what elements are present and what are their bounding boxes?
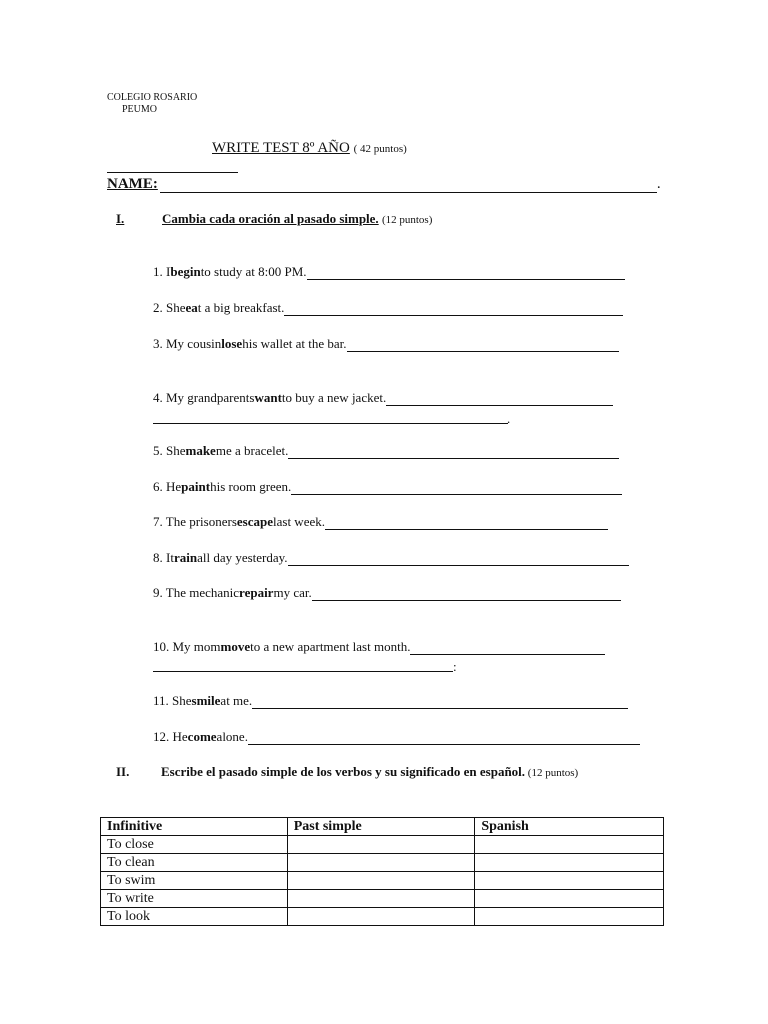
table-header-row bbox=[101, 818, 664, 836]
item-verb: want bbox=[254, 390, 282, 405]
table-row bbox=[101, 854, 664, 872]
item-suffix: his room green. bbox=[210, 479, 292, 494]
exercise-item-4 bbox=[153, 390, 613, 406]
answer-line-continuation[interactable] bbox=[153, 671, 453, 672]
item-prefix: 3. My cousin bbox=[153, 336, 222, 351]
item-verb: smile bbox=[191, 693, 221, 708]
item-suffix: at me. bbox=[220, 693, 253, 708]
past-simple-cell[interactable] bbox=[287, 890, 475, 908]
item-verb: come bbox=[187, 729, 217, 744]
exercise-item-8 bbox=[153, 550, 629, 566]
school-name-line2: PEUMO bbox=[122, 104, 158, 115]
item-prefix: 11. She bbox=[153, 693, 192, 708]
table-row bbox=[101, 890, 664, 908]
section-2-heading bbox=[116, 764, 578, 780]
school-name bbox=[107, 92, 197, 116]
item-prefix: 7. The prisoners bbox=[153, 514, 237, 529]
spanish-cell[interactable] bbox=[475, 854, 664, 872]
item-prefix: 8. It bbox=[153, 550, 174, 565]
item-suffix: to study at 8:00 PM. bbox=[200, 264, 307, 279]
past-simple-cell[interactable] bbox=[287, 854, 475, 872]
answer-line[interactable] bbox=[325, 516, 608, 530]
answer-line[interactable] bbox=[288, 445, 619, 459]
section-1-instruction: Cambia cada oración al pasado simple. bbox=[162, 211, 379, 226]
verb-table bbox=[100, 817, 664, 926]
exercise-item-9 bbox=[153, 585, 621, 601]
section-2-instruction: Escribe el pasado simple de los verbos y su significado en español bbox=[161, 764, 522, 779]
answer-line[interactable] bbox=[288, 552, 629, 566]
spanish-cell[interactable] bbox=[475, 836, 664, 854]
past-simple-cell[interactable] bbox=[287, 908, 475, 926]
answer-line[interactable] bbox=[248, 731, 640, 745]
table-row bbox=[101, 836, 664, 854]
past-simple-cell[interactable] bbox=[287, 872, 475, 890]
infinitive-cell: To clean bbox=[101, 854, 288, 872]
test-title-text: WRITE TEST 8º AÑO bbox=[212, 140, 350, 156]
exercise-item-12 bbox=[153, 729, 640, 745]
exercise-item-5 bbox=[153, 443, 619, 459]
exercise-item-1 bbox=[153, 264, 625, 280]
item-prefix: 6. He bbox=[153, 479, 182, 494]
item-verb: paint bbox=[181, 479, 211, 494]
column-header-infinitive: Infinitive bbox=[101, 818, 288, 836]
column-header-past-simple: Past simple bbox=[287, 818, 475, 836]
item-verb: repair bbox=[239, 585, 274, 600]
item-suffix: alone. bbox=[216, 729, 248, 744]
test-total-points: ( 42 puntos) bbox=[353, 143, 407, 155]
continuation-end: : bbox=[453, 659, 457, 674]
item-suffix: to buy a new jacket. bbox=[281, 390, 387, 405]
infinitive-cell: To close bbox=[101, 836, 288, 854]
item-verb: ea bbox=[185, 300, 198, 315]
answer-line[interactable] bbox=[312, 587, 621, 601]
item-verb: make bbox=[185, 443, 216, 458]
exercise-item-7 bbox=[153, 514, 608, 530]
answer-line-continuation[interactable] bbox=[153, 423, 508, 424]
exercise-item-10 bbox=[153, 639, 605, 655]
item-suffix: all day yesterday. bbox=[197, 550, 288, 565]
item-suffix: t a big breakfast. bbox=[197, 300, 285, 315]
answer-line[interactable] bbox=[307, 266, 625, 280]
infinitive-cell: To write bbox=[101, 890, 288, 908]
test-title bbox=[212, 140, 407, 157]
answer-line[interactable] bbox=[284, 302, 623, 316]
item-verb: begin bbox=[170, 264, 201, 279]
spanish-cell[interactable] bbox=[475, 872, 664, 890]
name-field[interactable] bbox=[107, 176, 661, 193]
item-prefix: 2. She bbox=[153, 300, 186, 315]
exercise-item-6 bbox=[153, 479, 622, 495]
item-prefix: 4. My grandparents bbox=[153, 390, 255, 405]
continuation-end: . bbox=[507, 411, 511, 426]
item-verb: lose bbox=[221, 336, 243, 351]
table-row bbox=[101, 908, 664, 926]
item-suffix: last week. bbox=[273, 514, 325, 529]
item-suffix: to a new apartment last month. bbox=[250, 639, 411, 654]
answer-line[interactable] bbox=[410, 641, 605, 655]
name-line-end: . bbox=[656, 176, 661, 192]
item-suffix: his wallet at the bar. bbox=[242, 336, 347, 351]
header-rule bbox=[107, 172, 238, 173]
section-2-number: II. bbox=[116, 764, 130, 779]
section-2-period: . bbox=[521, 764, 526, 779]
section-2-points: (12 puntos) bbox=[525, 767, 579, 779]
item-prefix: 10. My mom bbox=[153, 639, 221, 654]
item-prefix: 5. She bbox=[153, 443, 186, 458]
exercise-item-3 bbox=[153, 336, 619, 352]
item-prefix: 12. He bbox=[153, 729, 188, 744]
exercise-item-11 bbox=[153, 693, 628, 709]
name-label: NAME: bbox=[107, 176, 158, 192]
item-prefix: 9. The mechanic bbox=[153, 585, 240, 600]
item-prefix: 1. I bbox=[153, 264, 171, 279]
item-verb: escape bbox=[236, 514, 273, 529]
answer-line[interactable] bbox=[291, 481, 622, 495]
column-header-spanish: Spanish bbox=[475, 818, 664, 836]
section-1-number: I. bbox=[116, 211, 125, 226]
past-simple-cell[interactable] bbox=[287, 836, 475, 854]
answer-line[interactable] bbox=[252, 695, 628, 709]
school-name-line1: COLEGIO ROSARIO bbox=[107, 92, 198, 103]
spanish-cell[interactable] bbox=[475, 908, 664, 926]
item-suffix: my car. bbox=[273, 585, 312, 600]
name-blank-line[interactable] bbox=[160, 177, 657, 193]
answer-line[interactable] bbox=[347, 338, 619, 352]
item-verb: move bbox=[220, 639, 251, 654]
item-verb: rain bbox=[173, 550, 198, 565]
answer-line[interactable] bbox=[386, 392, 613, 406]
section-1-points: (12 puntos) bbox=[381, 214, 433, 226]
table-row bbox=[101, 872, 664, 890]
item-suffix: me a bracelet. bbox=[215, 443, 289, 458]
infinitive-cell: To look bbox=[101, 908, 288, 926]
section-1-heading bbox=[116, 211, 432, 227]
spanish-cell[interactable] bbox=[475, 890, 664, 908]
infinitive-cell: To swim bbox=[101, 872, 288, 890]
exercise-item-2 bbox=[153, 300, 623, 316]
